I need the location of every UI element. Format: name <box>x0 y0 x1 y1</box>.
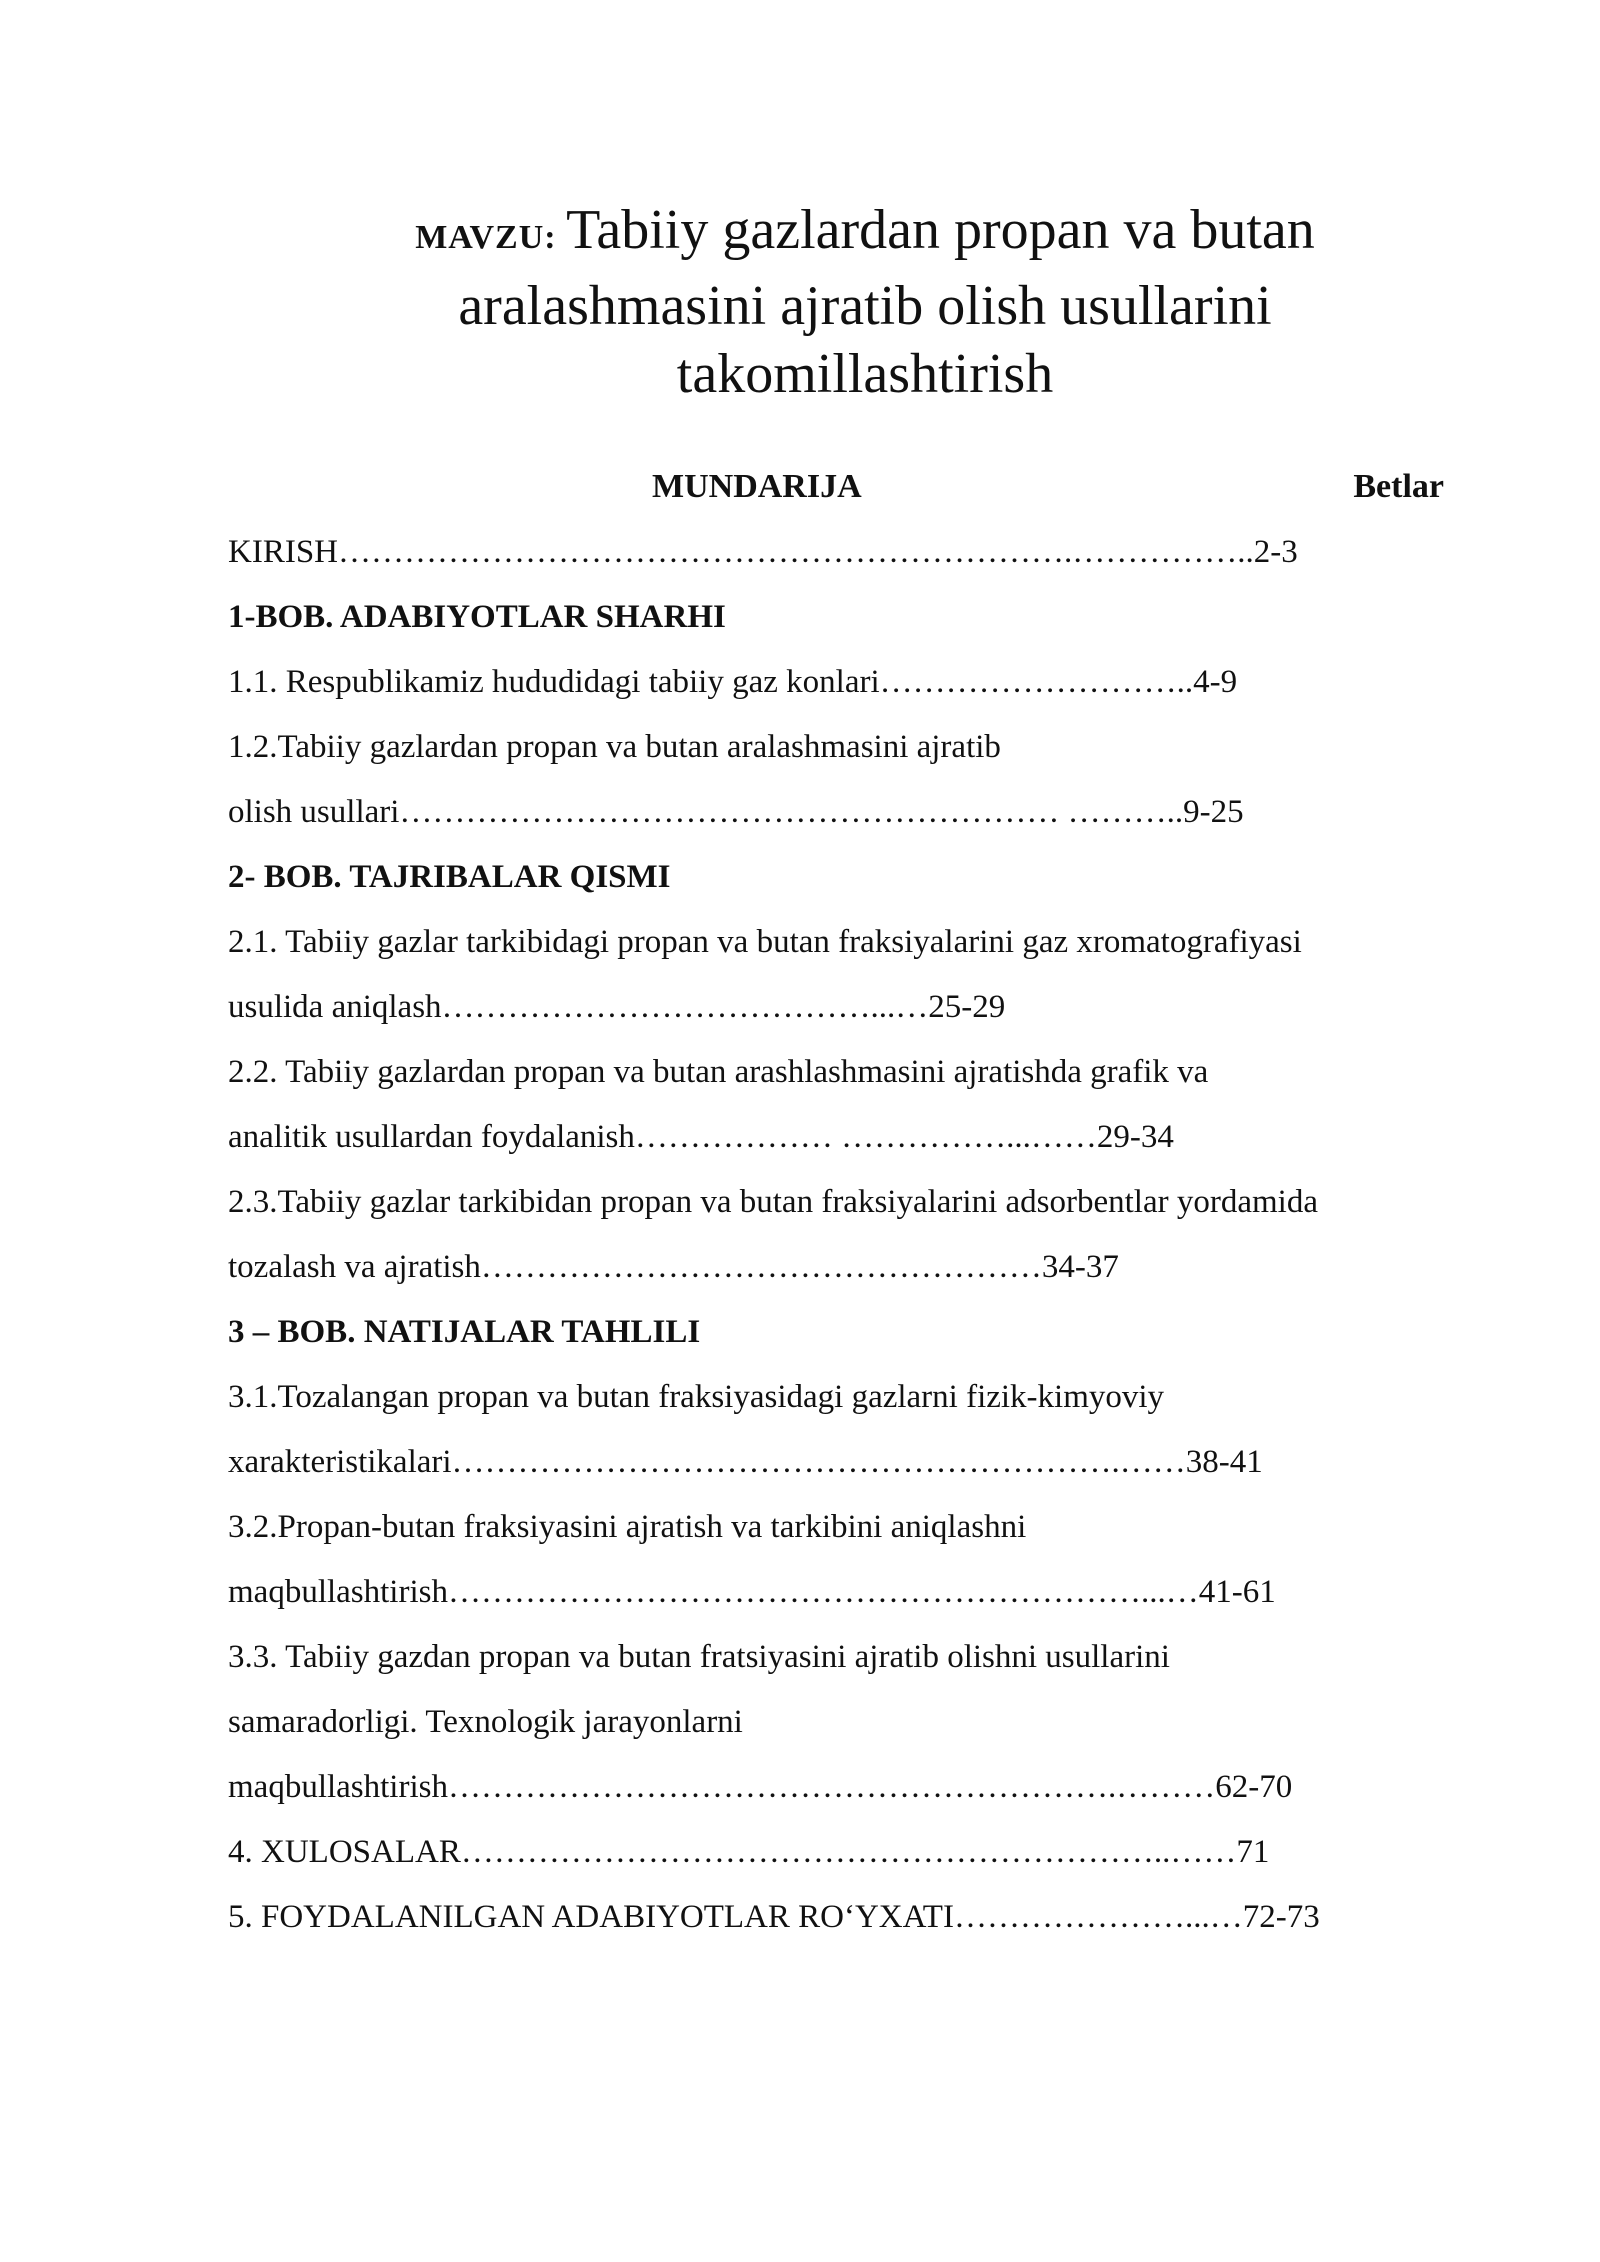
toc-heading: MUNDARIJA <box>652 468 862 505</box>
title-line-2: aralashmasini ajratib olish usullarini <box>458 275 1272 337</box>
toc-pages-heading: Betlar <box>1353 468 1444 505</box>
toc-chapter-heading: 2- BOB. TAJRIBALAR QISMI <box>228 859 671 895</box>
toc-entry: olish usullari…………………………………………………… ………..9-25 <box>228 794 1244 830</box>
toc-entry: usulida aniqlash…………………………………...…25-29 <box>228 989 1006 1025</box>
toc-entry: 2.1. Tabiiy gazlar tarkibidagi propan va butan fraksiyalarini gaz xromatografiyasi <box>228 924 1302 960</box>
toc-entry: 5. FOYDALANILGAN ADABIYOTLAR RO‘YXATI…………………...…72-73 <box>228 1899 1320 1935</box>
toc-entry: samaradorligi. Texnologik jarayonlarni <box>228 1704 743 1740</box>
toc-entry: 3.2.Propan-butan fraksiyasini ajratish va tarkibini aniqlashni <box>228 1509 1027 1545</box>
title-text-line-1: Tabiiy gazlardan propan va butan <box>566 199 1315 261</box>
document-title <box>300 196 1430 408</box>
toc-entry: xarakteristikalari…………………………………………………….……38-41 <box>228 1444 1263 1480</box>
toc-header <box>228 468 1444 512</box>
title-prefix: MAVZU: <box>415 219 567 256</box>
toc-entry: 2.2. Tabiiy gazlardan propan va butan arashlashmasini ajratishda grafik va <box>228 1054 1209 1090</box>
toc-entry: maqbullashtirish…………………………………………………….………62-70 <box>228 1769 1293 1805</box>
title-line-1 <box>300 196 1430 272</box>
toc-list <box>228 520 1508 1950</box>
toc-entry: 1.2.Tabiiy gazlardan propan va butan aralashmasini ajratib <box>228 729 1001 765</box>
toc-entry: tozalash va ajratish……………………………………………34-37 <box>228 1249 1119 1285</box>
toc-entry: 4. XULOSALAR………………………………………………………..……71 <box>228 1834 1270 1870</box>
title-line-3: takomillashtirish <box>676 343 1054 405</box>
toc-entry: 3.3. Tabiiy gazdan propan va butan fratsiyasini ajratib olishni usullarini <box>228 1639 1170 1675</box>
toc-entry: analitik usullardan foydalanish……………… ……………...……29-34 <box>228 1119 1174 1155</box>
toc-entry: KIRISH………………………………………………………….……………..2-3 <box>228 534 1298 570</box>
toc-chapter-heading: 1-BOB. ADABIYOTLAR SHARHI <box>228 599 726 635</box>
toc-entry: maqbullashtirish………………………………………………………...…41-61 <box>228 1574 1276 1610</box>
toc-chapter-heading: 3 – BOB. NATIJALAR TAHLILI <box>228 1314 701 1350</box>
toc-entry: 1.1. Respublikamiz hududidagi tabiiy gaz konlari………………………..4-9 <box>228 664 1238 700</box>
toc-entry: 3.1.Tozalangan propan va butan fraksiyasidagi gazlarni fizik-kimyoviy <box>228 1379 1165 1415</box>
toc-entry: 2.3.Tabiiy gazlar tarkibidan propan va butan fraksiyalarini adsorbentlar yordamida <box>228 1184 1318 1220</box>
